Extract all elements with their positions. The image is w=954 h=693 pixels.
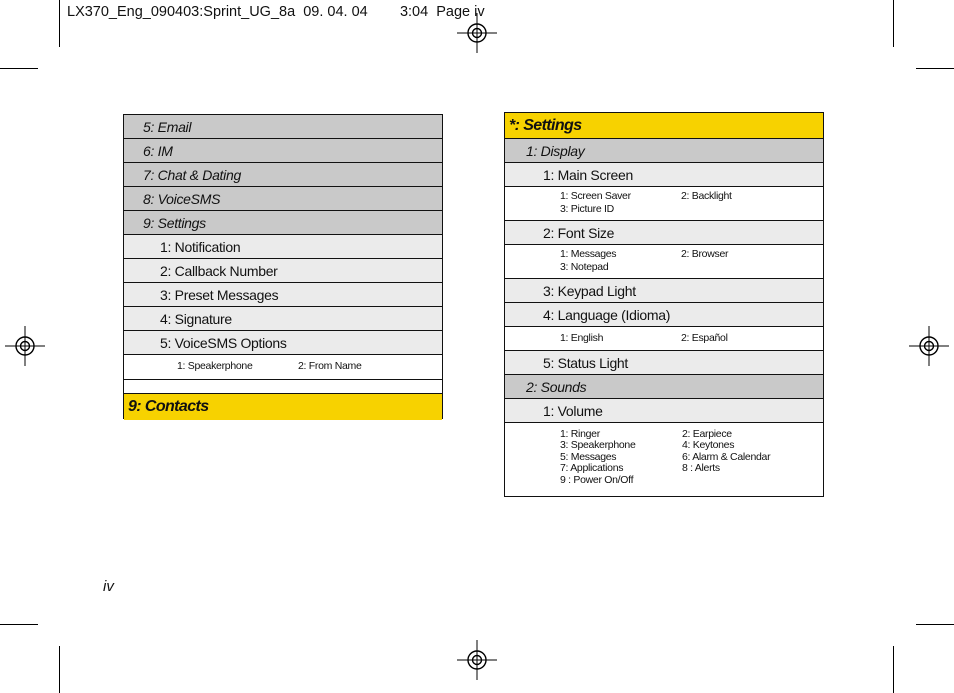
sub-option: 2: Earpiece — [682, 428, 732, 440]
menu-row-label: 8: VoiceSMS — [143, 190, 221, 207]
menu-row-settings — [124, 211, 442, 235]
menu-row-voicesms — [124, 187, 442, 211]
sub-option: 3: Speakerphone — [560, 439, 636, 451]
menu-row-keypad-light — [505, 279, 823, 303]
menu-sub-options — [505, 245, 823, 279]
left-menu-table — [123, 114, 443, 419]
sub-option: 9 : Power On/Off — [560, 474, 634, 486]
menu-row-label: 6: IM — [143, 142, 173, 159]
crop-mark — [59, 646, 60, 693]
sub-option: 1: Messages — [560, 248, 617, 260]
sub-option: 3: Picture ID — [560, 203, 614, 215]
sub-option: 8 : Alerts — [682, 462, 720, 474]
menu-row-label: 3: Keypad Light — [543, 282, 636, 299]
sub-option: 7: Applications — [560, 462, 624, 474]
menu-row-label: 9: Settings — [143, 214, 206, 231]
sub-option: 2: Browser — [681, 248, 729, 260]
menu-sub-options — [505, 423, 823, 496]
menu-sub-options — [124, 355, 442, 380]
registration-mark-icon — [457, 13, 497, 53]
crop-mark — [893, 646, 894, 693]
menu-row-chat-dating — [124, 163, 442, 187]
crop-mark — [916, 624, 954, 625]
sub-option: 2: Backlight — [681, 190, 732, 202]
crop-mark — [0, 624, 38, 625]
right-menu-table — [504, 112, 824, 497]
menu-row-voicesms-options — [124, 331, 442, 355]
menu-row-preset-messages — [124, 283, 442, 307]
menu-row-im — [124, 139, 442, 163]
menu-row-label: 1: Notification — [160, 238, 241, 255]
menu-row-language — [505, 303, 823, 327]
registration-mark-icon — [5, 326, 45, 366]
menu-row-volume — [505, 399, 823, 423]
menu-row-label: 5: VoiceSMS Options — [160, 334, 287, 351]
menu-row-callback-number — [124, 259, 442, 283]
sub-option: 3: Notepad — [560, 261, 609, 273]
menu-row-email — [124, 115, 442, 139]
menu-sub-options — [505, 327, 823, 351]
crop-mark — [916, 68, 954, 69]
menu-row-label: 2: Callback Number — [160, 262, 278, 279]
menu-heading-settings — [505, 113, 823, 139]
menu-row-spacer — [124, 380, 442, 394]
menu-row-label: 2: Font Size — [543, 224, 615, 241]
sub-option: 1: Ringer — [560, 428, 600, 440]
menu-row-label: 2: Sounds — [526, 378, 587, 395]
sub-option: 2: Español — [681, 332, 728, 344]
menu-row-label: 3: Preset Messages — [160, 286, 279, 303]
menu-row-label: 1: Main Screen — [543, 166, 633, 183]
menu-sub-options — [505, 187, 823, 221]
menu-heading-contacts — [124, 394, 442, 420]
sub-option: 5: Messages — [560, 451, 617, 463]
print-slug-file: LX370_Eng_090403:Sprint_UG_8a 09. 04. 04 — [67, 4, 368, 20]
menu-row-label: 5: Status Light — [543, 354, 629, 371]
menu-row-notification — [124, 235, 442, 259]
sub-option: 1: Screen Saver — [560, 190, 631, 202]
menu-row-label: 1: Volume — [543, 402, 603, 419]
menu-row-status-light — [505, 351, 823, 375]
registration-mark-icon — [909, 326, 949, 366]
menu-row-font-size — [505, 221, 823, 245]
menu-row-label: 4: Language (Idioma) — [543, 306, 671, 323]
crop-mark — [893, 0, 894, 47]
print-slug-time-page: 3:04 Page iv — [399, 4, 485, 20]
sub-option: 2: From Name — [298, 360, 362, 372]
menu-row-signature — [124, 307, 442, 331]
sub-option: 4: Keytones — [682, 439, 735, 451]
menu-row-label: 1: Display — [526, 142, 585, 159]
menu-row-display — [505, 139, 823, 163]
page-number: iv — [103, 578, 114, 595]
menu-heading-label: *: Settings — [509, 116, 582, 134]
menu-row-label: 5: Email — [143, 118, 192, 135]
menu-row-main-screen — [505, 163, 823, 187]
sub-option: 1: English — [560, 332, 604, 344]
crop-mark — [59, 0, 60, 47]
sub-option: 6: Alarm & Calendar — [682, 451, 771, 463]
crop-mark — [0, 68, 38, 69]
menu-heading-label: 9: Contacts — [128, 398, 209, 415]
menu-row-sounds — [505, 375, 823, 399]
sub-option: 1: Speakerphone — [177, 360, 253, 372]
menu-row-label: 7: Chat & Dating — [143, 166, 241, 183]
menu-row-label: 4: Signature — [160, 310, 232, 327]
registration-mark-icon — [457, 640, 497, 680]
print-slug — [67, 4, 485, 20]
